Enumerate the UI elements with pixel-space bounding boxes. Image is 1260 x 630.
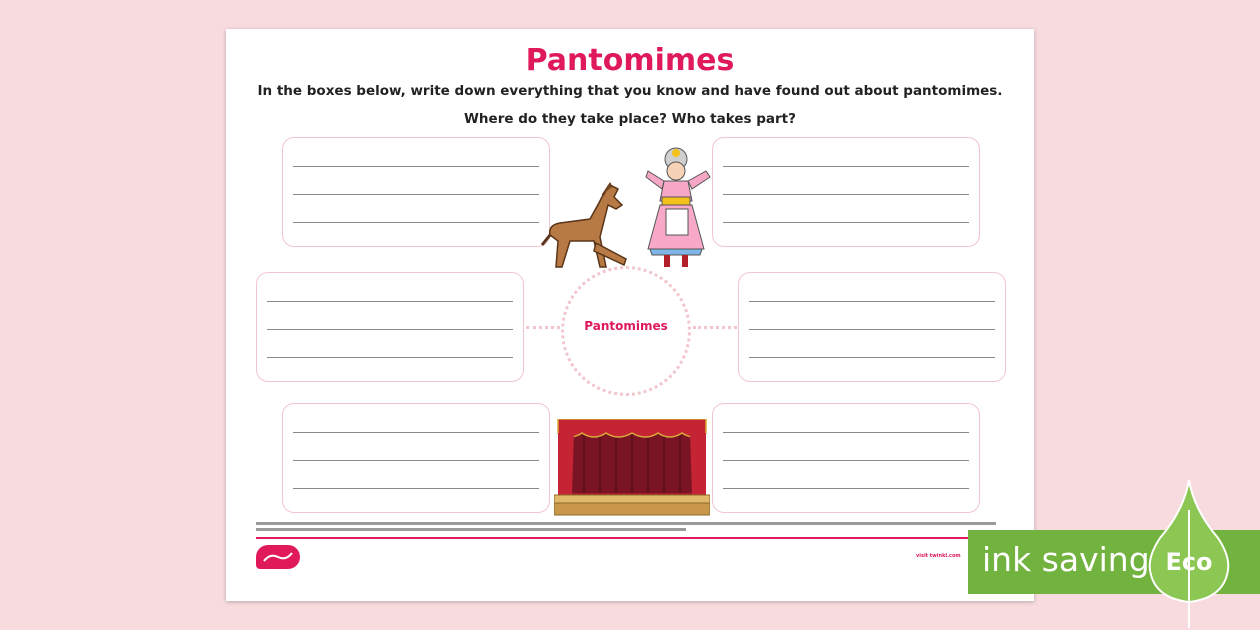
eco-label: Eco	[1165, 548, 1213, 576]
ink-saving-text: ink saving	[982, 540, 1150, 579]
footer-url[interactable]: visit twinkl.com	[916, 553, 961, 559]
connector-right	[693, 326, 737, 329]
writing-box-top-right[interactable]	[712, 137, 980, 247]
worksheet-title: Pantomimes	[525, 43, 735, 78]
center-bubble-label: Pantomimes	[584, 319, 668, 333]
instruction-line-1: In the boxes below, write down everything that you know and have found out about pantomimes.	[257, 83, 1003, 99]
theatre-stage-illustration	[554, 419, 710, 517]
worksheet-page	[226, 29, 1034, 601]
footer-divider	[256, 537, 1004, 539]
connector-left	[526, 326, 560, 329]
twinkl-logo	[256, 545, 300, 569]
writing-box-bottom-right[interactable]	[712, 403, 980, 513]
writing-box-middle-left[interactable]	[256, 272, 524, 382]
writing-box-bottom-left[interactable]	[282, 403, 550, 513]
horse-costume-illustration	[540, 175, 630, 271]
copyright-notice	[256, 521, 1006, 534]
instruction-line-2: Where do they take place? Who takes part?	[464, 111, 796, 127]
writing-box-middle-right[interactable]	[738, 272, 1006, 382]
pantomime-dame-illustration	[640, 145, 720, 271]
writing-box-top-left[interactable]	[282, 137, 550, 247]
